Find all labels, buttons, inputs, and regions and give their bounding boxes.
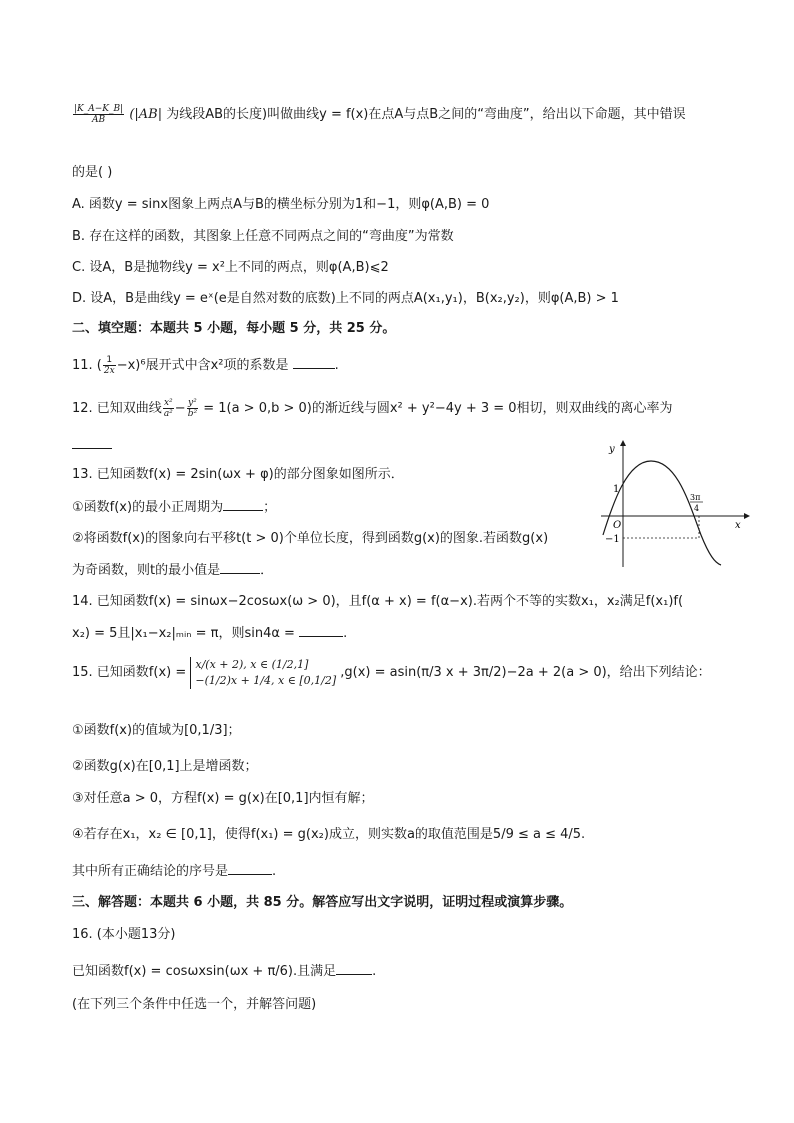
q15-conclusion-4: ④若存在x₁，x₂ ∈ [0,1]，使得f(x₁) = g(x₂)成立，则实数a的取值范围是5/9 ≤ a ≤ 4/5. [72,827,586,842]
graph-pi-denominator: 4 [694,504,700,513]
question-10-stem-end: 的是( ) [72,165,113,180]
q13-sine-graph [597,437,757,572]
q15-conclusion-3: ③对任意a > 0，方程f(x) = g(x)在[0,1]内恒有解； [72,791,374,806]
section-3-heading: 三、解答题：本题共 6 小题，共 85 分。解答应写出文字说明，证明过程或演算步骤。 [72,895,573,910]
question-16-note: (在下列三个条件中任选一个，并解答问题) [72,997,317,1012]
q13-part-1-blank[interactable] [223,498,263,511]
question-16-stem: 已知函数f(x) = cosωxsin(ωx + π/6).且满足 . [72,964,377,979]
curvature-definition-line: $\frac{|K\_A-K\_B|}{AB}$ (|AB| 为线段AB的长度)叫做曲线y = f(x)在点A与点B之间的“弯曲度”，给出以下命题，其中错误 [74,104,686,125]
q13-part-2: ②将函数f(x)的图象向右平移t(t > 0)个单位长度，得到函数g(x)的图象.若函数g(x) [72,531,549,546]
q16-condition-blank[interactable] [336,962,372,975]
q14-answer-blank[interactable] [299,624,343,637]
question-15-stem: 15. 已知函数f(x) = x/(x + 2), x ∈ (1/2,1] −(1/2)x + 1/4, x ∈ [0,1/2] ,g(x) = asin(π/3 x + 3π/2)−2a + 2(a > 0)，给出下列结论： [72,658,711,687]
q13-part-3-blank[interactable] [220,561,260,574]
q10-option-b: B. 存在这样的函数，其图象上任意不同两点之间的“弯曲度”为常数 [72,229,454,244]
q15-piecewise: x/(x + 2), x ∈ (1/2,1] −(1/2)x + 1/4, x ∈ [0,1/2] [190,657,336,689]
graph-tick-neg-one: −1 [605,534,620,545]
question-14-line-2: x₂) = 5且|x₁−x₂|ₘᵢₙ = π，则sin4α = . [72,626,348,641]
q15-answer-line: 其中所有正确结论的序号是 . [72,864,277,879]
question-11: 11. ( $\frac{1}{2x}$ −x)⁶展开式中含x²项的系数是 . [72,355,339,376]
q15-conclusion-1: ①函数f(x)的值域为[0,1/3]； [72,723,241,738]
q12-answer-blank[interactable] [72,436,112,449]
q10-option-d: D. 设A，B是曲线y = eˣ(e是自然对数的底数)上不同的两点A(x₁,y₁)，B(x₂,y₂)，则φ(A,B) > 1 [72,291,619,306]
question-16-title: 16. (本小题13分) [72,927,176,942]
q15-conclusion-2: ②函数g(x)在[0,1]上是增函数； [72,759,258,774]
q11-answer-blank[interactable] [293,356,335,369]
q11-fraction: $\frac{1}{2x}$ [103,355,115,376]
q15-answer-blank[interactable] [228,862,272,875]
q12-answer-line [72,436,112,455]
question-14-line-1: 14. 已知函数f(x) = sinωx−2cosωx(ω > 0)，且f(α + x) = f(α−x).若两个不等的实数x₁，x₂满足f(x₁)f( [72,594,684,609]
q10-option-c: C. 设A，B是抛物线y = x²上不同的两点，则φ(A,B)⩽2 [72,260,389,275]
graph-pi-numerator: 3π [690,493,701,502]
q10-option-a: A. 函数y = sinx图象上两点A与B的横坐标分别为1和−1，则φ(A,B) = 0 [72,197,490,212]
question-12: 12. 已知双曲线 $\frac{\text{x²}}{\text{a²}}$ − $\frac{\text{y²}}{\text{b²}}$ = 1(a > 0,b > 0)的渐近线与圆x² + y²−4y + 3 = 0相切，则双曲线的离心率为 [72,398,673,419]
graph-x-label: x [735,520,741,531]
graph-tick-one: 1 [613,484,620,495]
q13-part-1: ①函数f(x)的最小正周期为 ； [72,500,277,515]
curvature-fraction: $\frac{|K\_A-K\_B|}{AB}$ [74,104,124,125]
question-13-stem: 13. 已知函数f(x) = 2sin(ωx + φ)的部分图象如图所示． [72,467,404,482]
graph-y-label: y [609,444,615,455]
graph-sine-curve [603,461,721,565]
graph-origin-label: O [613,520,622,531]
q13-part-3: 为奇函数，则t的最小值是 ． [72,563,274,578]
section-2-heading: 二、填空题：本题共 5 小题，每小题 5 分，共 25 分。 [72,321,396,336]
